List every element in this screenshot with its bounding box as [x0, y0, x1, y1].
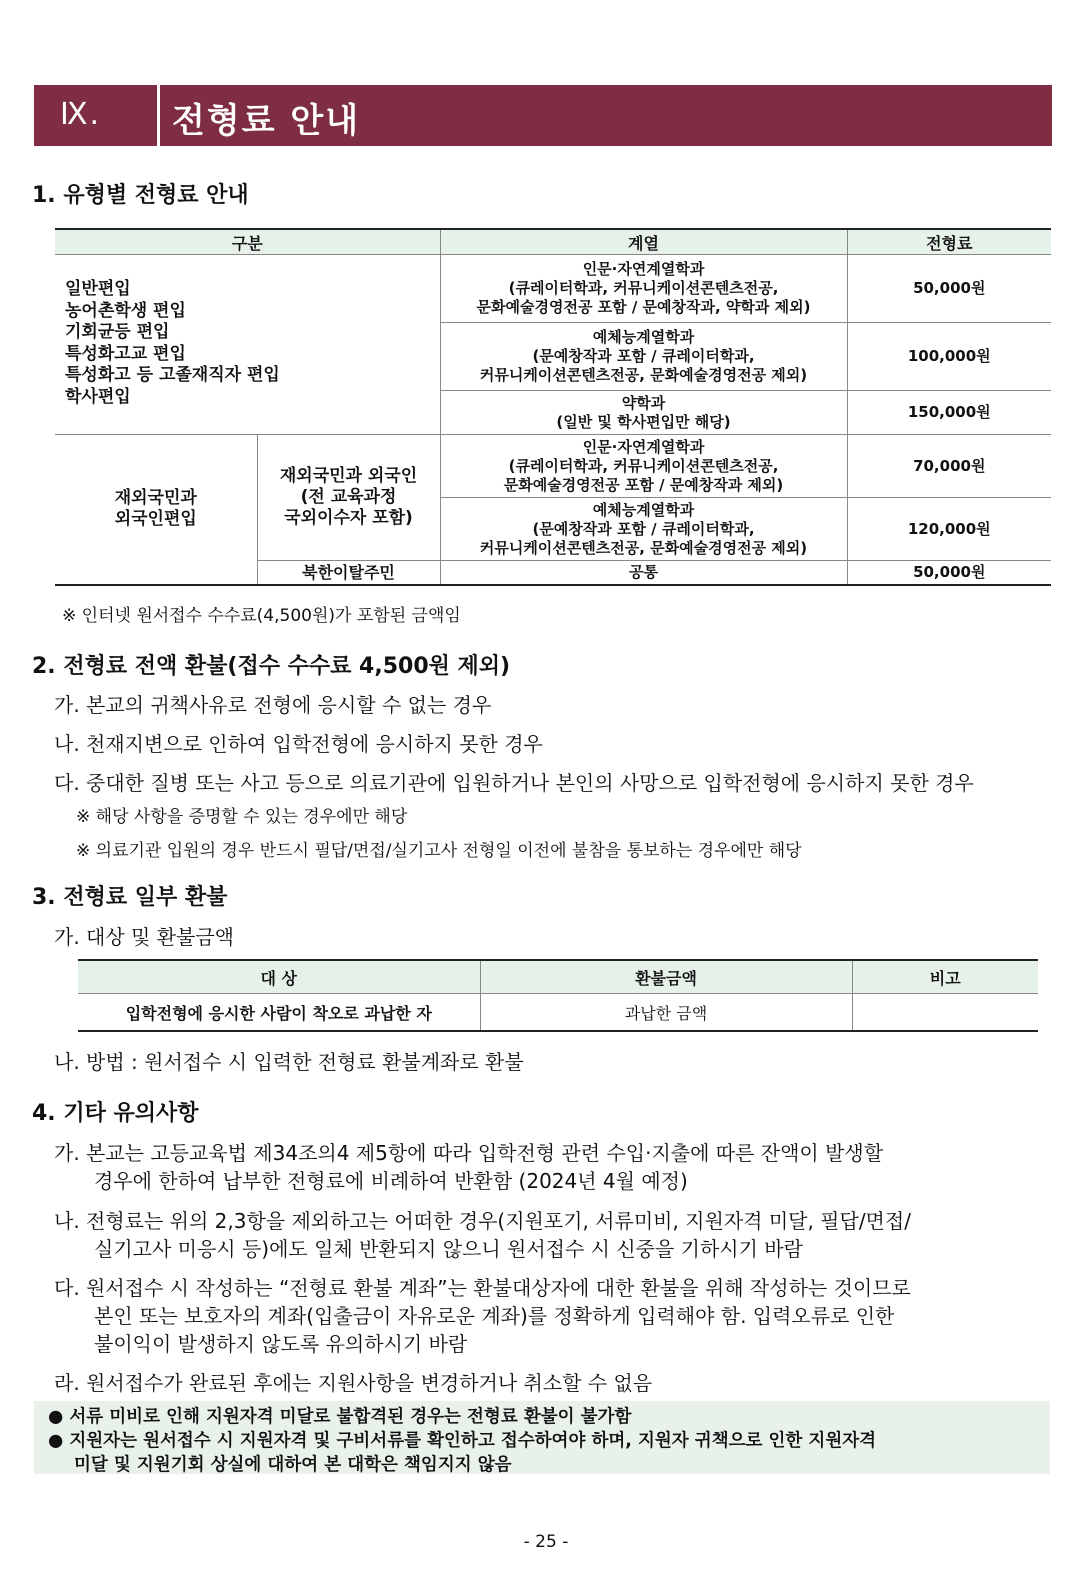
series-cell — [440, 323, 847, 391]
general-group-item: 일반편입 — [65, 279, 131, 299]
section4-heading: 4. 기타 유의사항 — [32, 1101, 199, 1126]
foreign-sub-line: (전 교육과정 — [300, 487, 397, 507]
fee-table-header — [55, 229, 1051, 255]
series-cell: 공통 — [440, 561, 847, 585]
list-item: 라. 원서접수가 완료된 후에는 지원사항을 변경하거나 취소할 수 없음 — [54, 1371, 653, 1395]
series-line: (문예창작과 포함 / 큐레이터학과, — [532, 347, 755, 365]
series-line: 커뮤니케이션콘텐츠전공, 문화예술경영전공 제외) — [479, 538, 808, 557]
list-item: 나. 전형료는 위의 2,3항을 제외하고는 어떠한 경우(지원포기, 서류미비, 지원자격 미달, 필답/면접/ — [54, 1209, 911, 1233]
section3-heading: 3. 전형료 일부 환불 — [32, 885, 228, 910]
banner-number: Ⅸ. — [60, 97, 102, 132]
series-line: (문예창작과 포함 / 큐레이터학과, — [532, 519, 755, 538]
banner-divider — [157, 85, 160, 146]
partial-header-target: 대 상 — [78, 960, 480, 994]
list-item: 나. 방법 : 원서접수 시 입력한 전형료 환불계좌로 환불 — [54, 1050, 524, 1074]
general-group-item: 농어촌학생 편입 — [65, 300, 186, 321]
list-item: 가. 대상 및 환불금액 — [54, 925, 234, 949]
partial-remark-cell — [852, 994, 1038, 1032]
series-cell — [440, 391, 847, 435]
partial-target-cell: 입학전형에 응시한 사람이 착오로 과납한 자 — [125, 1003, 432, 1023]
partial-refund-table — [78, 959, 1038, 1032]
series-line: (큐레이터학과, 커뮤니케이션콘텐츠전공, — [508, 456, 779, 475]
series-line: 인문·자연계열학과 — [582, 437, 705, 456]
fee-cell: 120,000원 — [847, 498, 1051, 561]
series-line: 인문·자연계열학과 — [582, 260, 705, 278]
fee-table — [55, 228, 1051, 586]
fee-header-series: 계열 — [440, 229, 847, 255]
foreign-group-line: 재외국민과 — [114, 488, 197, 509]
list-item: 다. 중대한 질병 또는 사고 등으로 의료기관에 입원하거나 본인의 사망으로 입학전형에 응시하지 못한 경우 — [54, 771, 974, 795]
list-item-continuation: 불이익이 발생하지 않도록 유의하시기 바람 — [94, 1332, 468, 1356]
general-group-item: 학사편입 — [65, 386, 131, 407]
foreign-sub-line: 국외이수자 포함) — [284, 508, 413, 528]
partial-table-header — [78, 960, 1038, 994]
list-item: 가. 본교의 귀책사유로 전형에 응시할 수 없는 경우 — [54, 693, 492, 717]
table-row — [55, 435, 1051, 498]
general-group-item: 기회균등 편입 — [65, 322, 170, 342]
list-item-continuation: 실기고사 미응시 등)에도 일체 반환되지 않으니 원서접수 시 신중을 기하시기 바람 — [94, 1237, 803, 1261]
page-number: - 25 - — [523, 1532, 569, 1552]
general-group-item: 특성화고교 편입 — [65, 343, 186, 364]
series-line: 약학과 — [621, 393, 666, 412]
warning-line: 미달 및 지원기회 상실에 대하여 본 대학은 책임지지 않음 — [74, 1455, 512, 1475]
table-row — [78, 994, 1038, 1032]
series-line: 문화예술경영전공 포함 / 문예창작과, 약학과 제외) — [476, 298, 811, 316]
partial-amount-cell: 과납한 금액 — [480, 994, 852, 1032]
foreign-group-line: 외국인편입 — [114, 509, 197, 530]
fee-cell: 150,000원 — [847, 391, 1051, 435]
series-line: 커뮤니케이션콘텐츠전공, 문화예술경영전공 제외) — [479, 366, 808, 384]
fee-cell: 100,000원 — [847, 323, 1051, 391]
section2-note: ※ 의료기관 입원의 경우 반드시 필답/면접/실기고사 전형일 이전에 불참을 통보하는 경우에만 해당 — [76, 841, 802, 861]
warning-line: ● 지원자는 원서접수 시 지원자격 및 구비서류를 확인하고 접수하여야 하며, 지원자 귀책으로 인한 지원자격 — [48, 1431, 877, 1451]
fee-cell: 70,000원 — [847, 435, 1051, 498]
general-group-item: 특성화고 등 고졸재직자 편입 — [65, 365, 280, 385]
series-cell — [440, 435, 847, 498]
foreign-group-cell — [55, 435, 257, 585]
warning-line: ● 서류 미비로 인해 지원자격 미달로 불합격된 경우는 전형료 환불이 불가함 — [48, 1407, 632, 1427]
fee-note: ※ 인터넷 원서접수 수수료(4,500원)가 포함된 금액임 — [62, 606, 461, 626]
partial-header-amount: 환불금액 — [480, 960, 852, 994]
series-line: 예체능계열학과 — [592, 500, 695, 519]
section2-heading: 2. 전형료 전액 환불(접수 수수료 4,500원 제외) — [32, 654, 511, 679]
series-cell — [440, 498, 847, 561]
foreign-sub-line: 재외국민과 외국인 — [279, 466, 418, 486]
series-line: (일반 및 학사편입만 해당) — [556, 412, 731, 431]
series-line: 문화예술경영전공 포함 / 문예창작과 제외) — [503, 475, 784, 494]
table-row — [55, 255, 1051, 323]
section1-heading: 1. 유형별 전형료 안내 — [32, 183, 249, 208]
list-item: 가. 본교는 고등교육법 제34조의4 제5항에 따라 입학전형 관련 수입·지출에 따른 잔액이 발생할 — [54, 1141, 884, 1165]
fee-header-category: 구분 — [55, 229, 440, 255]
banner-title: 전형료 안내 — [172, 101, 361, 141]
partial-header-remark: 비고 — [852, 960, 1038, 994]
foreign-sub-cell — [257, 435, 440, 561]
fee-header-fee: 전형료 — [847, 229, 1051, 255]
series-cell — [440, 255, 847, 323]
list-item: 다. 원서접수 시 작성하는 “전형료 환불 계좌”는 환불대상자에 대한 환불을 위해 작성하는 것이므로 — [54, 1276, 911, 1300]
section-banner — [34, 85, 1052, 146]
list-item: 나. 천재지변으로 인하여 입학전형에 응시하지 못한 경우 — [54, 732, 543, 756]
fee-cell: 50,000원 — [847, 561, 1051, 585]
list-item-continuation: 본인 또는 보호자의 계좌(입출금이 자유로운 계좌)를 정확하게 입력해야 함. 입력오류로 인한 — [94, 1304, 895, 1328]
general-group-cell — [55, 255, 440, 435]
fee-cell: 50,000원 — [847, 255, 1051, 323]
series-line: 예체능계열학과 — [592, 328, 695, 346]
series-line: (큐레이터학과, 커뮤니케이션콘텐츠전공, — [508, 279, 779, 297]
section2-note: ※ 해당 사항을 증명할 수 있는 경우에만 해당 — [76, 807, 408, 827]
defector-cell: 북한이탈주민 — [257, 561, 440, 585]
list-item-continuation: 경우에 한하여 납부한 전형료에 비례하여 반환함 (2024년 4월 예정) — [94, 1169, 688, 1193]
